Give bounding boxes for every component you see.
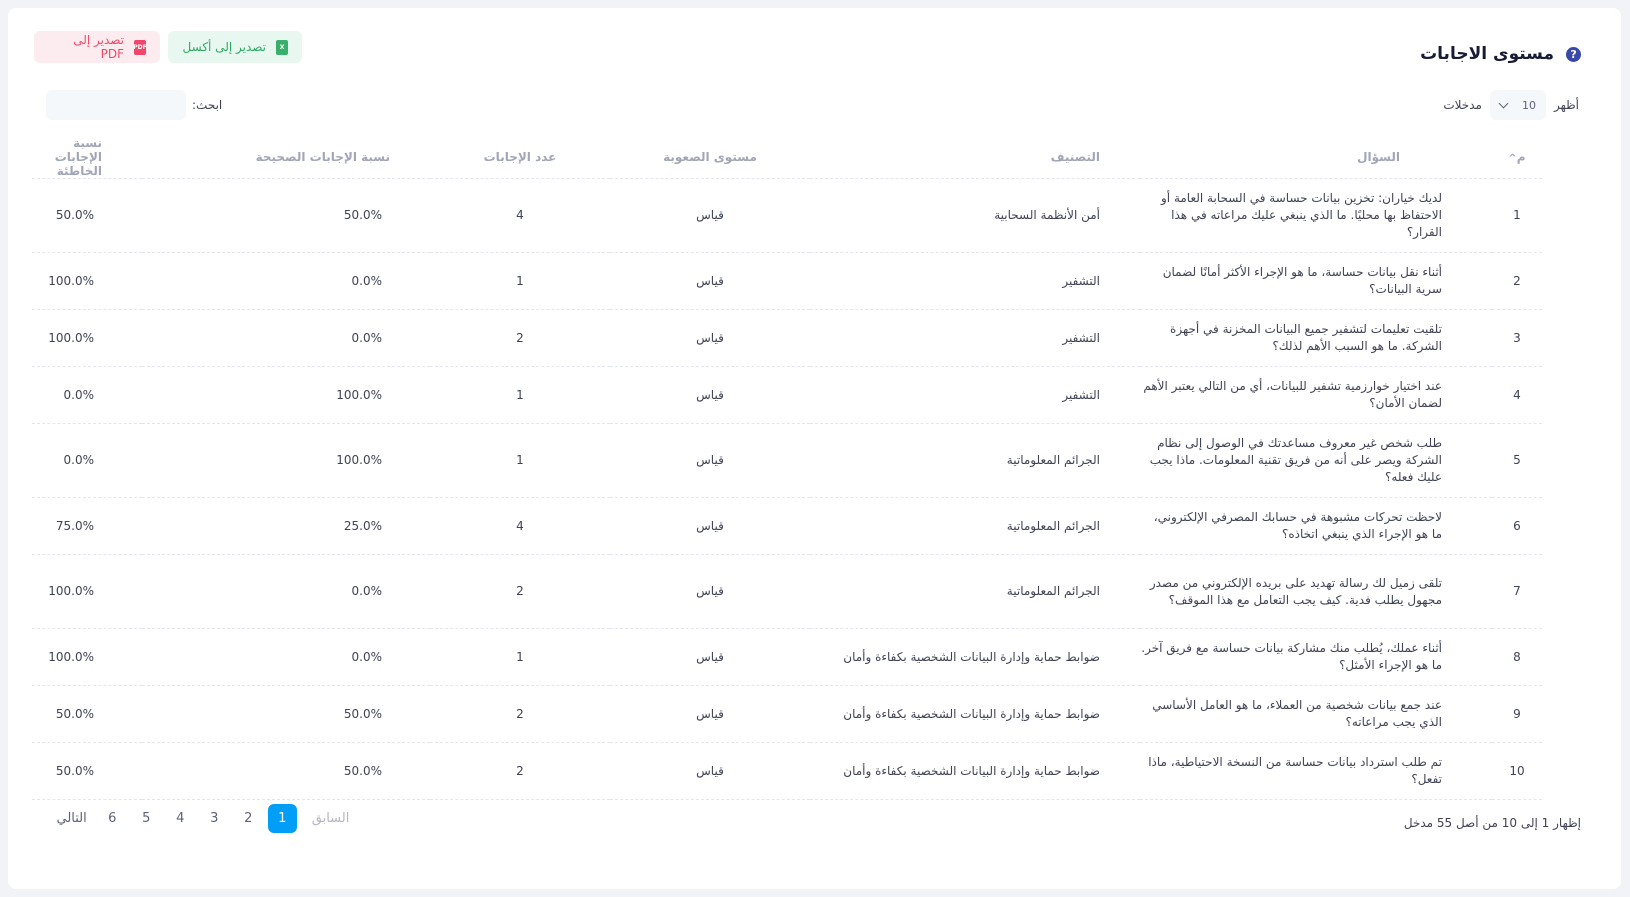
table-row: [32, 253, 1542, 310]
pagination: [48, 804, 362, 833]
row-difficulty: قياس: [610, 310, 810, 367]
help-icon[interactable]: ?: [1566, 47, 1581, 62]
row-answers-count: 1: [430, 367, 610, 424]
row-question: تم طلب استرداد بيانات حساسة من النسخة الاحتياطية، ماذا تفعل؟: [1140, 743, 1492, 800]
column-header-correct-pct[interactable]: نسبة الإجابات الصحيحة: [142, 136, 430, 179]
entries-label: مدخلات: [1443, 98, 1482, 112]
sort-up-icon: ^: [1508, 153, 1517, 164]
row-num: 10: [1492, 743, 1542, 800]
export-excel-label: تصدير إلى أكسل: [182, 40, 266, 54]
row-correct-pct: 50.0%: [142, 743, 430, 800]
search-control: [46, 90, 222, 120]
row-category: الجرائم المعلوماتية: [810, 498, 1140, 555]
table-row: [32, 555, 1542, 629]
export-pdf-button[interactable]: [34, 31, 160, 63]
row-answers-count: 4: [430, 179, 610, 253]
row-category: الجرائم المعلوماتية: [810, 424, 1140, 498]
row-answers-count: 1: [430, 424, 610, 498]
table-row: [32, 424, 1542, 498]
row-category: التشفير: [810, 367, 1140, 424]
pagination-next[interactable]: التالي: [56, 811, 87, 826]
column-header-answers-count[interactable]: عدد الإجابات: [430, 136, 610, 179]
export-pdf-label: تصدير إلى PDF: [73, 33, 124, 61]
table-row: [32, 743, 1542, 800]
column-num-label: م: [1516, 150, 1526, 164]
search-label: ابحث:: [192, 98, 223, 112]
row-difficulty: قياس: [610, 424, 810, 498]
row-correct-pct: 25.0%: [142, 498, 430, 555]
excel-file-icon: X: [276, 40, 288, 55]
row-wrong-pct: 100.0%: [32, 629, 142, 686]
row-question: أثناء نقل بيانات حساسة، ما هو الإجراء الأكثر أمانًا لضمان سرية البيانات؟: [1140, 253, 1492, 310]
show-label: أظهر: [1553, 98, 1579, 112]
table-row: [32, 367, 1542, 424]
row-difficulty: قياس: [610, 367, 810, 424]
pagination-prev[interactable]: السابق: [311, 811, 350, 826]
page-title: مستوى الاجابات: [1420, 44, 1554, 64]
row-answers-count: 1: [430, 253, 610, 310]
row-wrong-pct: 100.0%: [32, 310, 142, 367]
entries-value: 10: [1521, 98, 1536, 112]
row-question: لديك خياران: تخزين بيانات حساسة في السحابة العامة أو الاحتفاظ بها محليًا. ما الذي ينبغي عليك مراعاته في هذا القرار؟: [1140, 179, 1492, 253]
export-excel-button[interactable]: [168, 31, 302, 63]
column-header-difficulty[interactable]: مستوى الصعوبة: [610, 136, 810, 179]
table-row: [32, 310, 1542, 367]
row-difficulty: قياس: [610, 743, 810, 800]
column-header-num[interactable]: [1492, 136, 1542, 179]
row-num: 9: [1492, 686, 1542, 743]
row-num: 1: [1492, 179, 1542, 253]
table-row: [32, 629, 1542, 686]
table-controls: [8, 90, 1621, 130]
row-correct-pct: 100.0%: [142, 367, 430, 424]
column-header-wrong-pct[interactable]: نسبة الإجابات الخاطئة: [32, 136, 142, 179]
row-question: عند جمع بيانات شخصية من العملاء، ما هو العامل الأساسي الذي يجب مراعاته؟: [1140, 686, 1492, 743]
row-num: 2: [1492, 253, 1542, 310]
row-difficulty: قياس: [610, 179, 810, 253]
column-header-question[interactable]: السؤال: [1140, 136, 1492, 179]
row-answers-count: 2: [430, 555, 610, 629]
pagination-page-6[interactable]: 6: [108, 811, 117, 826]
table-footer: [8, 804, 1621, 844]
row-wrong-pct: 50.0%: [32, 743, 142, 800]
row-wrong-pct: 50.0%: [32, 686, 142, 743]
row-difficulty: قياس: [610, 555, 810, 629]
row-question: تلقى زميل لك رسالة تهديد على بريده الإلكتروني من مصدر مجهول يطلب فدية. كيف يجب التعامل مع هذا الموقف؟: [1140, 555, 1492, 629]
card-header: [8, 8, 1621, 102]
chevron-down-icon: [1499, 99, 1509, 109]
row-correct-pct: 100.0%: [142, 424, 430, 498]
table-row: [32, 686, 1542, 743]
row-correct-pct: 0.0%: [142, 629, 430, 686]
row-num: 6: [1492, 498, 1542, 555]
entries-select[interactable]: [1490, 90, 1546, 120]
table-header-row: [32, 136, 1542, 179]
row-difficulty: قياس: [610, 686, 810, 743]
row-correct-pct: 50.0%: [142, 179, 430, 253]
row-wrong-pct: 0.0%: [32, 367, 142, 424]
search-input[interactable]: [46, 90, 186, 120]
row-category: التشفير: [810, 310, 1140, 367]
row-category: ضوابط حماية وإدارة البيانات الشخصية بكفاءة وأمان: [810, 743, 1140, 800]
row-question: تلقيت تعليمات لتشفير جميع البيانات المخزنة في أجهزة الشركة. ما هو السبب الأهم لذلك؟: [1140, 310, 1492, 367]
pagination-page-5[interactable]: 5: [142, 811, 151, 826]
row-correct-pct: 0.0%: [142, 310, 430, 367]
pagination-page-4[interactable]: 4: [176, 811, 185, 826]
row-category: الجرائم المعلوماتية: [810, 555, 1140, 629]
row-wrong-pct: 50.0%: [32, 179, 142, 253]
page-length-control: [1443, 90, 1579, 120]
row-num: 3: [1492, 310, 1542, 367]
table-info: إظهار 1 إلى 10 من أصل 55 مدخل: [1403, 816, 1581, 830]
pagination-page-1[interactable]: 1: [268, 804, 297, 833]
row-num: 4: [1492, 367, 1542, 424]
row-difficulty: قياس: [610, 629, 810, 686]
title-wrap: [1420, 44, 1581, 64]
row-wrong-pct: 100.0%: [32, 253, 142, 310]
row-wrong-pct: 100.0%: [32, 555, 142, 629]
row-question: أثناء عملك، يُطلب منك مشاركة بيانات حساسة مع فريق آخر. ما هو الإجراء الأمثل؟: [1140, 629, 1492, 686]
row-answers-count: 2: [430, 686, 610, 743]
row-num: 8: [1492, 629, 1542, 686]
row-answers-count: 1: [430, 629, 610, 686]
pagination-page-2[interactable]: 2: [244, 811, 253, 826]
row-question: لاحظت تحركات مشبوهة في حسابك المصرفي الإلكتروني، ما هو الإجراء الذي ينبغي اتخاذه؟: [1140, 498, 1492, 555]
pagination-page-3[interactable]: 3: [210, 811, 219, 826]
row-question: طلب شخص غير معروف مساعدتك في الوصول إلى نظام الشركة ويصر على أنه من فريق تقنية المعلومات. ماذا يجب عليك فعله؟: [1140, 424, 1492, 498]
row-question: عند اختيار خوارزمية تشفير للبيانات، أي من التالي يعتبر الأهم لضمان الأمان؟: [1140, 367, 1492, 424]
row-category: ضوابط حماية وإدارة البيانات الشخصية بكفاءة وأمان: [810, 629, 1140, 686]
pdf-file-icon: PDF: [134, 40, 146, 55]
answers-table: [32, 136, 1542, 800]
row-category: ضوابط حماية وإدارة البيانات الشخصية بكفاءة وأمان: [810, 686, 1140, 743]
row-answers-count: 4: [430, 498, 610, 555]
row-category: التشفير: [810, 253, 1140, 310]
row-correct-pct: 0.0%: [142, 555, 430, 629]
row-answers-count: 2: [430, 743, 610, 800]
row-wrong-pct: 0.0%: [32, 424, 142, 498]
row-answers-count: 2: [430, 310, 610, 367]
row-category: أمن الأنظمة السحابية: [810, 179, 1140, 253]
column-header-category[interactable]: التصنيف: [810, 136, 1140, 179]
row-num: 5: [1492, 424, 1542, 498]
row-wrong-pct: 75.0%: [32, 498, 142, 555]
row-difficulty: قياس: [610, 498, 810, 555]
row-correct-pct: 0.0%: [142, 253, 430, 310]
row-difficulty: قياس: [610, 253, 810, 310]
table-row: [32, 498, 1542, 555]
answers-level-card: [8, 8, 1621, 889]
table-row: [32, 179, 1542, 253]
row-num: 7: [1492, 555, 1542, 629]
row-correct-pct: 50.0%: [142, 686, 430, 743]
